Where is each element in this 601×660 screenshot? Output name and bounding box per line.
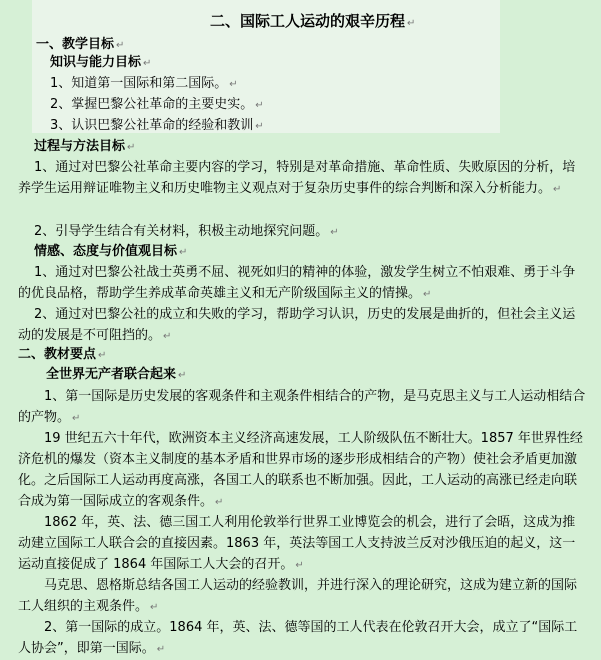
- subheading-knowledge: 知识与能力目标 ↵: [50, 55, 152, 70]
- section-heading-key-points: 二、教材要点 ↵: [18, 347, 107, 362]
- process-paragraph: 2、引导学生结合有关材料，积极主动地探究问题。 ↵: [34, 224, 339, 239]
- document-title: 二、国际工人运动的艰辛历程 ↵: [210, 12, 416, 30]
- body-paragraph: 1862 年，英、法、德三国工人利用伦敦举行世界工业博览会的机会，进行了会晤，这成为推动建立国际工人联合会的直接因素。1863 年，英法等国工人支持波兰反对沙俄压迫的起义，这一运动直接促成了 1864 年国际工人大会的召开。 ↵: [18, 515, 576, 572]
- process-paragraph: 1、通过对巴黎公社革命主要内容的学习，特别是对革命措施、革命性质、失败原因的分析，培养学生运用辩证唯物主义和历史唯物主义观点对于复杂历史事件的综合判断和深入分析能力。 ↵: [18, 160, 576, 196]
- knowledge-item: 3、认识巴黎公社革命的经验和教训 ↵: [50, 118, 264, 133]
- subheading-unite: 全世界无产者联合起来 ↵: [46, 367, 187, 382]
- body-paragraph: 马克思、恩格斯总结各国工人运动的经验教训，并进行深入的理论研究，这成为建立新的国际工人组织的主观条件。 ↵: [18, 578, 578, 614]
- body-paragraph: 1、第一国际是历史发展的客观条件和主观条件相结合的产物，是马克思主义与工人运动相结合的产物。 ↵: [18, 389, 586, 425]
- emotion-paragraph: 2、通过对巴黎公社的成立和失败的学习，帮助学习认识，历史的发展是曲折的，但社会主义运动的发展是不可阻挡的。 ↵: [18, 307, 576, 343]
- knowledge-item: 2、掌握巴黎公社革命的主要史实。 ↵: [50, 97, 264, 112]
- knowledge-item: 1、知道第一国际和第二国际。 ↵: [50, 76, 238, 91]
- section-heading-objectives: 一、教学目标 ↵: [36, 37, 125, 52]
- subheading-emotion: 情感、态度与价值观目标 ↵: [34, 244, 188, 259]
- body-paragraph: 19 世纪五六十年代，欧洲资本主义经济高速发展，工人阶级队伍不断壮大。1857 年世界性经济危机的爆发（资本主义制度的基本矛盾和世界市场的逐步形成相结合的产物）使社会矛盾更加激化。之后国际工人运动再度高涨，各国工人的联系也不断加强。因此，工人运动的高涨已经走向联合成为第一国际成立的客观条件。 ↵: [18, 431, 583, 509]
- body-paragraph: 2、第一国际的成立。1864 年，英、法、德等国的工人代表在伦敦召开大会，成立了“国际工人协会”，即第一国际。 ↵: [18, 620, 578, 656]
- subheading-process: 过程与方法目标 ↵: [34, 139, 136, 154]
- emotion-paragraph: 1、通过对巴黎公社战士英勇不屈、视死如归的精神的体验，激发学生树立不怕艰难、勇于斗争的优良品格，帮助学生养成革命英雄主义和无产阶级国际主义的情操。 ↵: [18, 265, 576, 301]
